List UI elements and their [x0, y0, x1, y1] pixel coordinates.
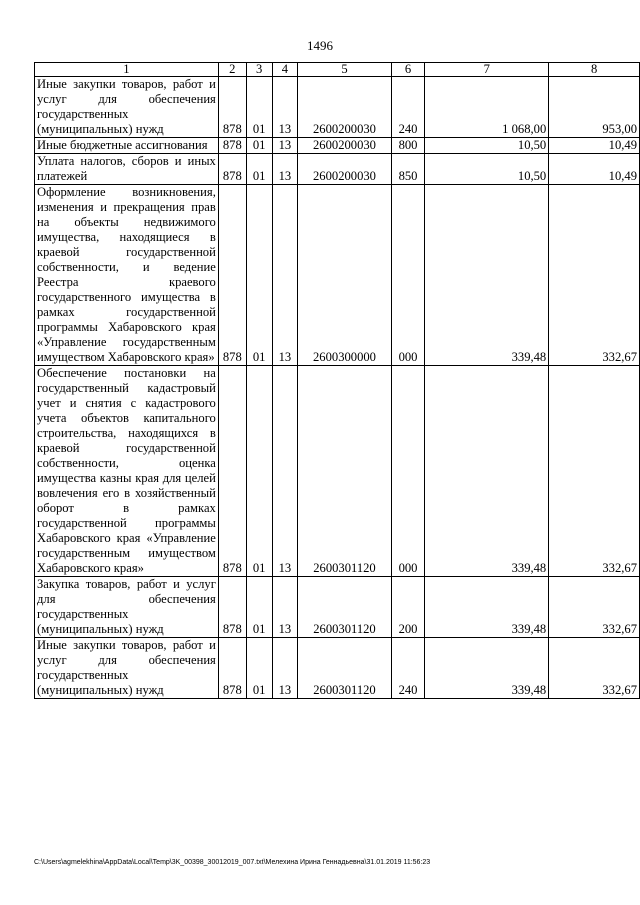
row-name: Иные бюджетные ассигнования	[35, 138, 219, 154]
cell-ministry: 878	[218, 77, 246, 138]
cell-section: 01	[246, 577, 272, 638]
row-name: Закупка товаров, работ и услуг для обеспечения государственных (муниципальных) нужд	[35, 577, 219, 638]
row-name: Иные закупки товаров, работ и услуг для обеспечения государственных (муниципальных) нужд	[35, 77, 219, 138]
cell-expense-type: 000	[391, 185, 425, 366]
cell-target-article: 2600200030	[298, 154, 391, 185]
cell-subsection: 13	[272, 138, 298, 154]
table-row	[35, 366, 640, 577]
cell-section: 01	[246, 138, 272, 154]
cell-amount-fact: 10,49	[549, 154, 640, 185]
cell-subsection: 13	[272, 638, 298, 699]
cell-subsection: 13	[272, 366, 298, 577]
cell-ministry: 878	[218, 154, 246, 185]
cell-section: 01	[246, 77, 272, 138]
cell-subsection: 13	[272, 154, 298, 185]
cell-amount-plan: 339,48	[425, 366, 549, 577]
cell-ministry: 878	[218, 577, 246, 638]
row-name: Обеспечение постановки на государственный кадастровый учет и снятия с кадастрового учета объектов капитального строительства, находящихся в краевой государственной собственности, оценка имущества казны края для целей вовлечения его в хозяйственный оборот в рамках государственной программы Хабаровского края «Управление государственным имуществом Хабаровского края»	[35, 366, 219, 577]
cell-subsection: 13	[272, 77, 298, 138]
table-row	[35, 138, 640, 154]
table-row	[35, 185, 640, 366]
cell-amount-plan: 1 068,00	[425, 77, 549, 138]
cell-target-article: 2600301120	[298, 577, 391, 638]
column-header: 3	[246, 63, 272, 77]
cell-ministry: 878	[218, 138, 246, 154]
cell-amount-plan: 339,48	[425, 185, 549, 366]
cell-section: 01	[246, 154, 272, 185]
table-row	[35, 577, 640, 638]
cell-amount-fact: 332,67	[549, 185, 640, 366]
table-row	[35, 638, 640, 699]
cell-target-article: 2600300000	[298, 185, 391, 366]
cell-amount-fact: 332,67	[549, 366, 640, 577]
cell-section: 01	[246, 185, 272, 366]
file-path-footer: C:\Users\agmelekhina\AppData\Local\Temp\3K_00398_30012019_007.txt\Мелехина Ирина Геннадьевна\31.01.2019 11:56:23	[34, 859, 431, 866]
cell-target-article: 2600301120	[298, 366, 391, 577]
cell-amount-fact: 332,67	[549, 638, 640, 699]
table-header-row	[35, 63, 640, 77]
cell-target-article: 2600200030	[298, 77, 391, 138]
column-header: 2	[218, 63, 246, 77]
cell-amount-plan: 10,50	[425, 138, 549, 154]
column-header: 7	[425, 63, 549, 77]
row-name: Иные закупки товаров, работ и услуг для обеспечения государственных (муниципальных) нужд	[35, 638, 219, 699]
cell-ministry: 878	[218, 638, 246, 699]
cell-expense-type: 850	[391, 154, 425, 185]
cell-section: 01	[246, 366, 272, 577]
column-header: 1	[35, 63, 219, 77]
cell-expense-type: 000	[391, 366, 425, 577]
cell-ministry: 878	[218, 366, 246, 577]
cell-expense-type: 240	[391, 638, 425, 699]
cell-amount-plan: 339,48	[425, 577, 549, 638]
cell-expense-type: 240	[391, 77, 425, 138]
page-number: 1496	[307, 38, 333, 53]
cell-ministry: 878	[218, 185, 246, 366]
cell-section: 01	[246, 638, 272, 699]
column-header: 5	[298, 63, 391, 77]
table-row	[35, 154, 640, 185]
cell-target-article: 2600301120	[298, 638, 391, 699]
cell-amount-plan: 10,50	[425, 154, 549, 185]
cell-expense-type: 200	[391, 577, 425, 638]
cell-amount-plan: 339,48	[425, 638, 549, 699]
row-name: Уплата налогов, сборов и иных платежей	[35, 154, 219, 185]
table-row	[35, 77, 640, 138]
cell-amount-fact: 953,00	[549, 77, 640, 138]
column-header: 8	[549, 63, 640, 77]
cell-subsection: 13	[272, 577, 298, 638]
cell-amount-fact: 332,67	[549, 577, 640, 638]
budget-table	[34, 62, 640, 699]
column-header: 4	[272, 63, 298, 77]
cell-subsection: 13	[272, 185, 298, 366]
column-header: 6	[391, 63, 425, 77]
cell-amount-fact: 10,49	[549, 138, 640, 154]
cell-target-article: 2600200030	[298, 138, 391, 154]
row-name: Оформление возникновения, изменения и прекращения прав на объекты недвижимого имущества, находящиеся в краевой государственной собственности, и ведение Реестра краевого государственного имущества в рамках государственной программы Хабаровского края «Управление государственным имуществом Хабаровского края»	[35, 185, 219, 366]
cell-expense-type: 800	[391, 138, 425, 154]
